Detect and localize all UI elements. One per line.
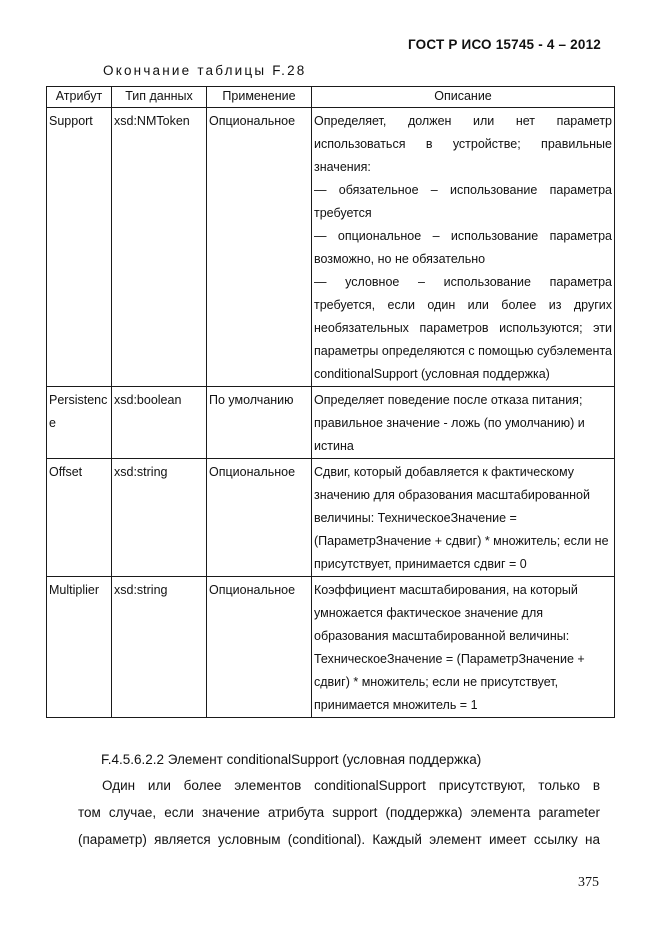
paragraph-line: том случае, если значение атрибута support (поддержка) элемента parameter	[78, 805, 600, 820]
table-row	[47, 577, 615, 718]
description-item: — опциональное – использование параметра возможно, но не обязательно	[314, 229, 612, 266]
cell-description: Коэффициент масштабирования, на который умножается фактическое значение для образования масштабированной величины: ТехническоеЗначение = (ПараметрЗначение + сдвиг) * множитель; если не присутствует, принимается множитель = 1	[312, 577, 615, 718]
cell-usage: Опциональное	[207, 577, 312, 718]
paragraph-line: (параметр) является условным (conditional). Каждый элемент имеет ссылку на	[78, 832, 600, 847]
cell-attribute: Support	[47, 108, 112, 387]
description-text: Определяет, должен или нет параметр использоваться в устройстве; правильные значения:	[314, 114, 612, 174]
cell-description	[312, 108, 615, 387]
cell-attribute: Multiplier	[47, 577, 112, 718]
description-item: — условное – использование параметра требуется, если один или более из других необязательных параметров используются; эти параметры определяются с помощью субэлемента conditionalSupport (условная поддержка)	[314, 275, 612, 381]
attributes-table	[46, 86, 615, 718]
cell-usage: Опциональное	[207, 459, 312, 577]
column-header-attribute: Атрибут	[47, 87, 112, 108]
cell-type: xsd:string	[112, 459, 207, 577]
paragraph-line: Один или более элементов conditionalSupport присутствуют, только в	[102, 778, 600, 793]
table-caption: Окончание таблицы F.28	[103, 63, 307, 78]
cell-description: Сдвиг, который добавляется к фактическому значению для образования масштабированной величины: ТехническоеЗначение = (ПараметрЗначение + сдвиг) * множитель; если не присутствует, принимается сдвиг = 0	[312, 459, 615, 577]
column-header-usage: Применение	[207, 87, 312, 108]
table-header-row	[47, 87, 615, 108]
cell-type: xsd:NMToken	[112, 108, 207, 387]
section-heading: F.4.5.6.2.2 Элемент conditionalSupport (условная поддержка)	[101, 752, 482, 767]
document-header: ГОСТ Р ИСО 15745 - 4 – 2012	[408, 37, 601, 52]
cell-attribute: Persistence	[47, 387, 112, 459]
description-item: — обязательное – использование параметра требуется	[314, 183, 612, 220]
cell-type: xsd:boolean	[112, 387, 207, 459]
cell-description: Определяет поведение после отказа питания; правильное значение - ложь (по умолчанию) и истина	[312, 387, 615, 459]
column-header-description: Описание	[312, 87, 615, 108]
cell-usage: Опциональное	[207, 108, 312, 387]
cell-usage: По умолчанию	[207, 387, 312, 459]
table-row	[47, 108, 615, 387]
cell-type: xsd:string	[112, 577, 207, 718]
cell-attribute: Offset	[47, 459, 112, 577]
table-row	[47, 387, 615, 459]
column-header-type: Тип данных	[112, 87, 207, 108]
page-number: 375	[578, 875, 599, 890]
table-row	[47, 459, 615, 577]
